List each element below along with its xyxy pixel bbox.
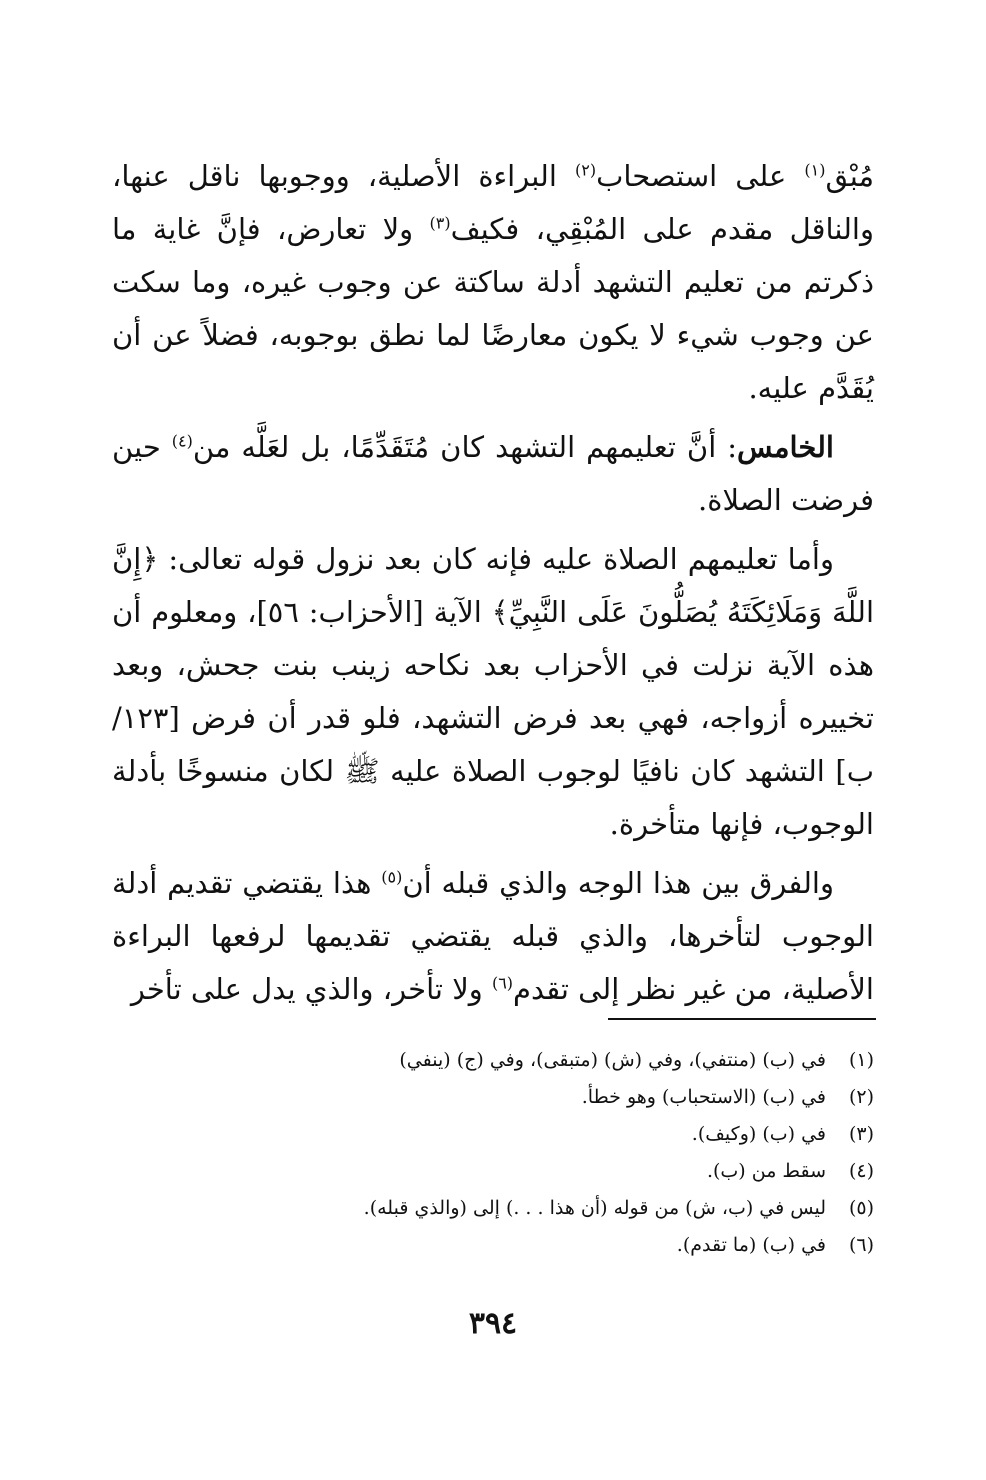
- text-segment: : أنَّ تعليمهم التشهد كان مُتَقَدِّمًا، بل لعَلَّه من: [192, 430, 738, 464]
- footnote-ref: (١): [804, 160, 826, 180]
- footnote-ref: (٦): [491, 973, 514, 993]
- footnote-number: (٦): [848, 1234, 874, 1256]
- footnote-text: في (ب) (ما تقدم).: [676, 1234, 826, 1256]
- footnote-text: في (ب) (منتفي)، وفي (ش) (متبقى)، وفي (ج) (ينفي): [399, 1049, 826, 1071]
- footnote: [112, 1116, 874, 1153]
- text-segment: ولا تعارض، فإنَّ غاية ما ذكرتم من تعليم التشهد أدلة ساكتة عن وجوب غيره، وما سكت عن وجوب شيء لا يكون معارضًا لما نطق بوجوبه، فضلاً عن أن يُقَدَّم عليه.: [112, 212, 874, 405]
- text-segment: هذا يقتضي تقديم أدلة الوجوب لتأخرها، والذي قبله يقتضي تقديمها لرفعها البراءة الأصلية، من غير نظر إلى تقدم: [112, 866, 874, 1006]
- paragraph-p1: [112, 150, 874, 415]
- footnote-number: (١): [848, 1049, 874, 1071]
- footnote-number: (٥): [848, 1197, 874, 1219]
- footnote: [112, 1042, 874, 1079]
- paragraph-p3: [112, 533, 874, 851]
- footnote-text: في (ب) (الاستحباب) وهو خطأ.: [581, 1086, 826, 1108]
- footnote-number: (٤): [848, 1160, 874, 1182]
- footnote: [112, 1227, 874, 1264]
- text-segment: حين فرضت الصلاة.: [112, 430, 874, 517]
- footnote-ref: (٤): [171, 431, 193, 451]
- footnote-number: (٣): [848, 1123, 874, 1145]
- text-segment: البراءة الأصلية، ووجوبها ناقل عنها، والناقل مقدم على المُبْقِي، فكيف: [112, 159, 874, 246]
- text-segment: مُبْق: [825, 159, 874, 193]
- paragraph-p4: [112, 857, 874, 1016]
- footnote-ref: (٣): [429, 213, 451, 233]
- text-segment: وأما تعليمهم الصلاة عليه فإنه كان بعد نزول قوله تعالى:: [158, 542, 834, 576]
- footnote-number: (٢): [848, 1086, 874, 1108]
- footnote-separator: [608, 1018, 876, 1020]
- footnote-text: ليس في (ب، ش) من قوله (أن هذا . . .) إلى (والذي قبله).: [363, 1197, 826, 1219]
- footnote-ref: (٢): [574, 160, 597, 180]
- footnote-text: سقط من (ب).: [706, 1160, 826, 1182]
- footnote: [112, 1153, 874, 1190]
- text-segment: والفرق بين هذا الوجه والذي قبله أن: [402, 866, 834, 900]
- footnote-ref: (٥): [381, 867, 403, 887]
- footnote: [112, 1190, 874, 1227]
- footnote: [112, 1079, 874, 1116]
- text-segment: على استصحاب: [596, 159, 805, 193]
- footnotes: [112, 1042, 874, 1264]
- text-segment: الآية [الأحزاب: ٥٦]، ومعلوم أن هذه الآية نزلت في الأحزاب بعد نكاحه زينب بنت جحش، وبعد تخييره أزواجه، فهي بعد فرض التشهد، فلو قدر أن فرض [١٢٣/ب] التشهد كان نافيًا لوجوب الصلاة عليه ﷺ لكان منسوخًا بأدلة الوجوب، فإنها متأخرة.: [112, 595, 874, 841]
- paragraph-p2: [112, 421, 874, 527]
- section-heading: الخامس: [737, 430, 834, 464]
- footnote-text: في (ب) (وكيف).: [691, 1123, 826, 1145]
- page-number: ٣٩٤: [468, 1306, 518, 1341]
- main-text: [112, 150, 874, 1022]
- quran-verse: ﴿إِنَّ اللَّهَ وَمَلَائِكَتَهُ يُصَلُّونَ عَلَى النَّبِيِّ﴾: [112, 542, 875, 629]
- text-segment: ولا تأخر، والذي يدل على تأخر: [130, 972, 492, 1006]
